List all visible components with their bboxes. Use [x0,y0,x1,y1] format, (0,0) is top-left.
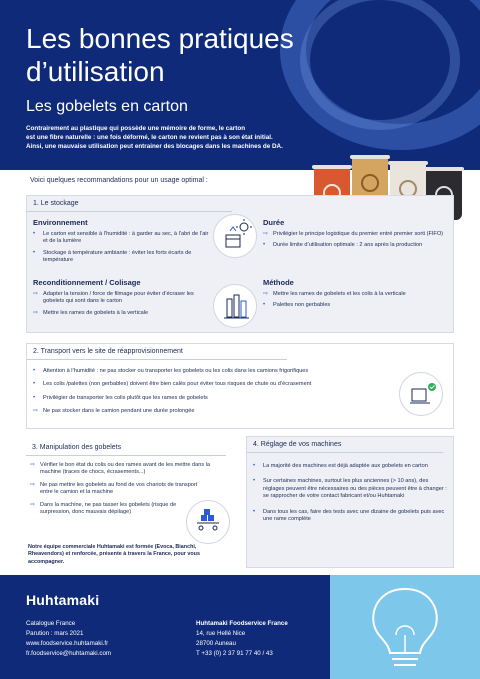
storage-box-icon [213,214,257,258]
bullet-dot-icon: • [33,394,36,401]
street-address: 14, rue Hellé Nice [196,630,246,637]
transport-list [33,366,393,416]
list-item: • Le carton est sensible à l’humidité : à garder au sec, à l’abri de l’air et de la lumière [33,231,209,245]
cup-stacks-icon [213,284,257,328]
recommendations-intro: Voici quelques recommandations pour un usage optimal : [30,177,208,184]
hero-banner [0,0,480,170]
bullet-dot-icon: • [253,463,256,469]
phone-number: T +33 (0) 2 37 91 77 40 / 43 [196,650,273,657]
list-item: ⇨ Adapter la tension / force de filmage pour éviter d’écraser les gobelets qui sont dans le carton [33,291,194,305]
list-item: ⇨ Ne pas mettre les gobelets au fond de vos chariots de transport entre le camion et la machine [30,481,198,496]
parution-date: Parution : mars 2021 [26,630,84,637]
bullet-dot-icon: • [253,508,256,515]
stockage-title: 1. Le stockage [27,196,232,212]
huhtamaki-logo: Huhtamaki [26,592,100,608]
arrow-right-icon: ⇨ [263,231,269,237]
bullet-dot-icon: • [263,302,266,309]
intro-line-2: est une fibre naturelle : une fois déformé, le carton ne revient pas à son état initial. [26,134,273,141]
bullet-dot-icon: • [33,249,36,256]
transport-panel [26,343,454,429]
list-item: ⇨ Mettre les rames de gobelets à la verticale [33,309,149,316]
lightbulb-icon [330,575,480,679]
bullet-dot-icon: • [253,478,256,485]
list-item: • La majorité des machines est déjà adaptée aux gobelets en carton [253,463,428,469]
duree-heading: Durée [263,218,285,227]
website-link[interactable]: www.foodservice.huhtamaki.fr [26,640,109,647]
methode-section [263,278,447,310]
environnement-heading: Environnement [33,218,88,227]
bullet-dot-icon: • [33,381,36,388]
reglage-title: 4. Réglage de vos machines [247,437,443,453]
list-item: ⇨ Ne pas stocker dans le camion pendant une durée prolongée [33,408,195,415]
bullet-dot-icon: • [33,368,36,374]
bullet-dot-icon: • [33,231,36,237]
arrow-right-icon: ⇨ [30,462,36,468]
environnement-section [33,218,211,265]
footer [0,575,480,679]
list-item: ⇨ Vérifier le bon état du colis ou des rames avant de les mettre dans la machine (traces de chocs, écrasements...) [30,462,211,476]
intro-paragraph [26,124,326,151]
intro-line-3: Ainsi, une mauvaise utilisation peut entrainer des blocages dans les machines de DA. [26,143,283,150]
list-item: ⇨ Dans la machine, ne pas tasser les gobelets (risque de surpression, donc mauvais dépilage) [30,501,177,516]
lightbulb-illustration [330,575,480,679]
arrow-right-icon: ⇨ [30,501,36,508]
pallet-truck-icon [399,372,443,416]
list-item: ⇨ Mettre les rames de gobelets et les colis à la verticale [263,291,406,297]
reglage-panel [246,436,454,568]
transport-title: 2. Transport vers le site de réapprovisionnement [27,344,287,360]
list-item: • Dans tous les cas, faire des tests avec une dizaine de gobelets puis avec une rame complète [253,508,445,523]
methode-heading: Méthode [263,278,294,287]
list-item: • Stockage à température ambiante : éviter les forts écarts de température [33,249,192,264]
intro-line-1: Contrairement au plastique qui possède une mémoire de forme, le carton [26,125,246,132]
arrow-right-icon: ⇨ [30,481,36,488]
manipulation-title: 3. Manipulation des gobelets [26,440,226,456]
arrow-right-icon: ⇨ [263,291,269,297]
page-title-line-1: Les bonnes pratiques [26,23,294,54]
arrow-right-icon: ⇨ [33,309,39,316]
reconditionnement-heading: Reconditionnement / Colisage [33,278,141,287]
manipulation-panel [26,440,234,568]
cart-icon [186,500,230,544]
page-title [26,22,326,88]
page-title-line-2: d’utilisation [26,56,165,87]
list-item: • Attention à l’humidité : ne pas stocker ou transporter les gobelets ou les colis dans les camions frigorifiques [33,368,309,374]
arrow-right-icon: ⇨ [33,291,39,297]
list-item: • Privilégier de transporter les colis plutôt que les rames de gobelets [33,394,208,401]
footer-address [196,619,288,659]
sales-team-note: Notre équipe commerciale Huhtamaki est formée (Evoca, Bianchi, Rheavendors) et renforcée, présente à travers la France, pour vous accompagner. [28,544,200,565]
list-item: • Les colis /palettes (non gerbables) doivent être bien calés pour éviter tous risques de chute ou d’écrasement [33,381,312,388]
arrow-right-icon: ⇨ [33,408,39,415]
list-item: • Palettes non gerbables [263,302,331,309]
list-item: • Durée limite d’utilisation optimale : 2 ans après la production [263,242,423,249]
catalogue-label: Catalogue France [26,620,76,627]
footer-publication-info [26,619,111,659]
list-item: • Sur certaines machines, surtout les plus anciennes (> 10 ans), des réglages peuvent être nécessaires ou des pièces peuvent être à changer : se rapprocher de votre contact fabricant et/ou Huhtamaki [253,478,447,500]
bullet-dot-icon: • [263,242,266,249]
page-subtitle: Les gobelets en carton [26,98,188,115]
reconditionnement-section [33,278,211,317]
duree-section [263,218,447,250]
city-address: 28700 Auneau [196,640,236,647]
reglage-list [253,463,449,523]
list-item: ⇨ Privilégier le principe logistique du premier entré premier sorti (FIFO) [263,231,444,237]
stockage-panel [26,195,454,333]
email-link[interactable]: fr.foodservice@huhtamaki.com [26,650,112,657]
company-name: Huhtamaki Foodservice France [196,620,288,627]
